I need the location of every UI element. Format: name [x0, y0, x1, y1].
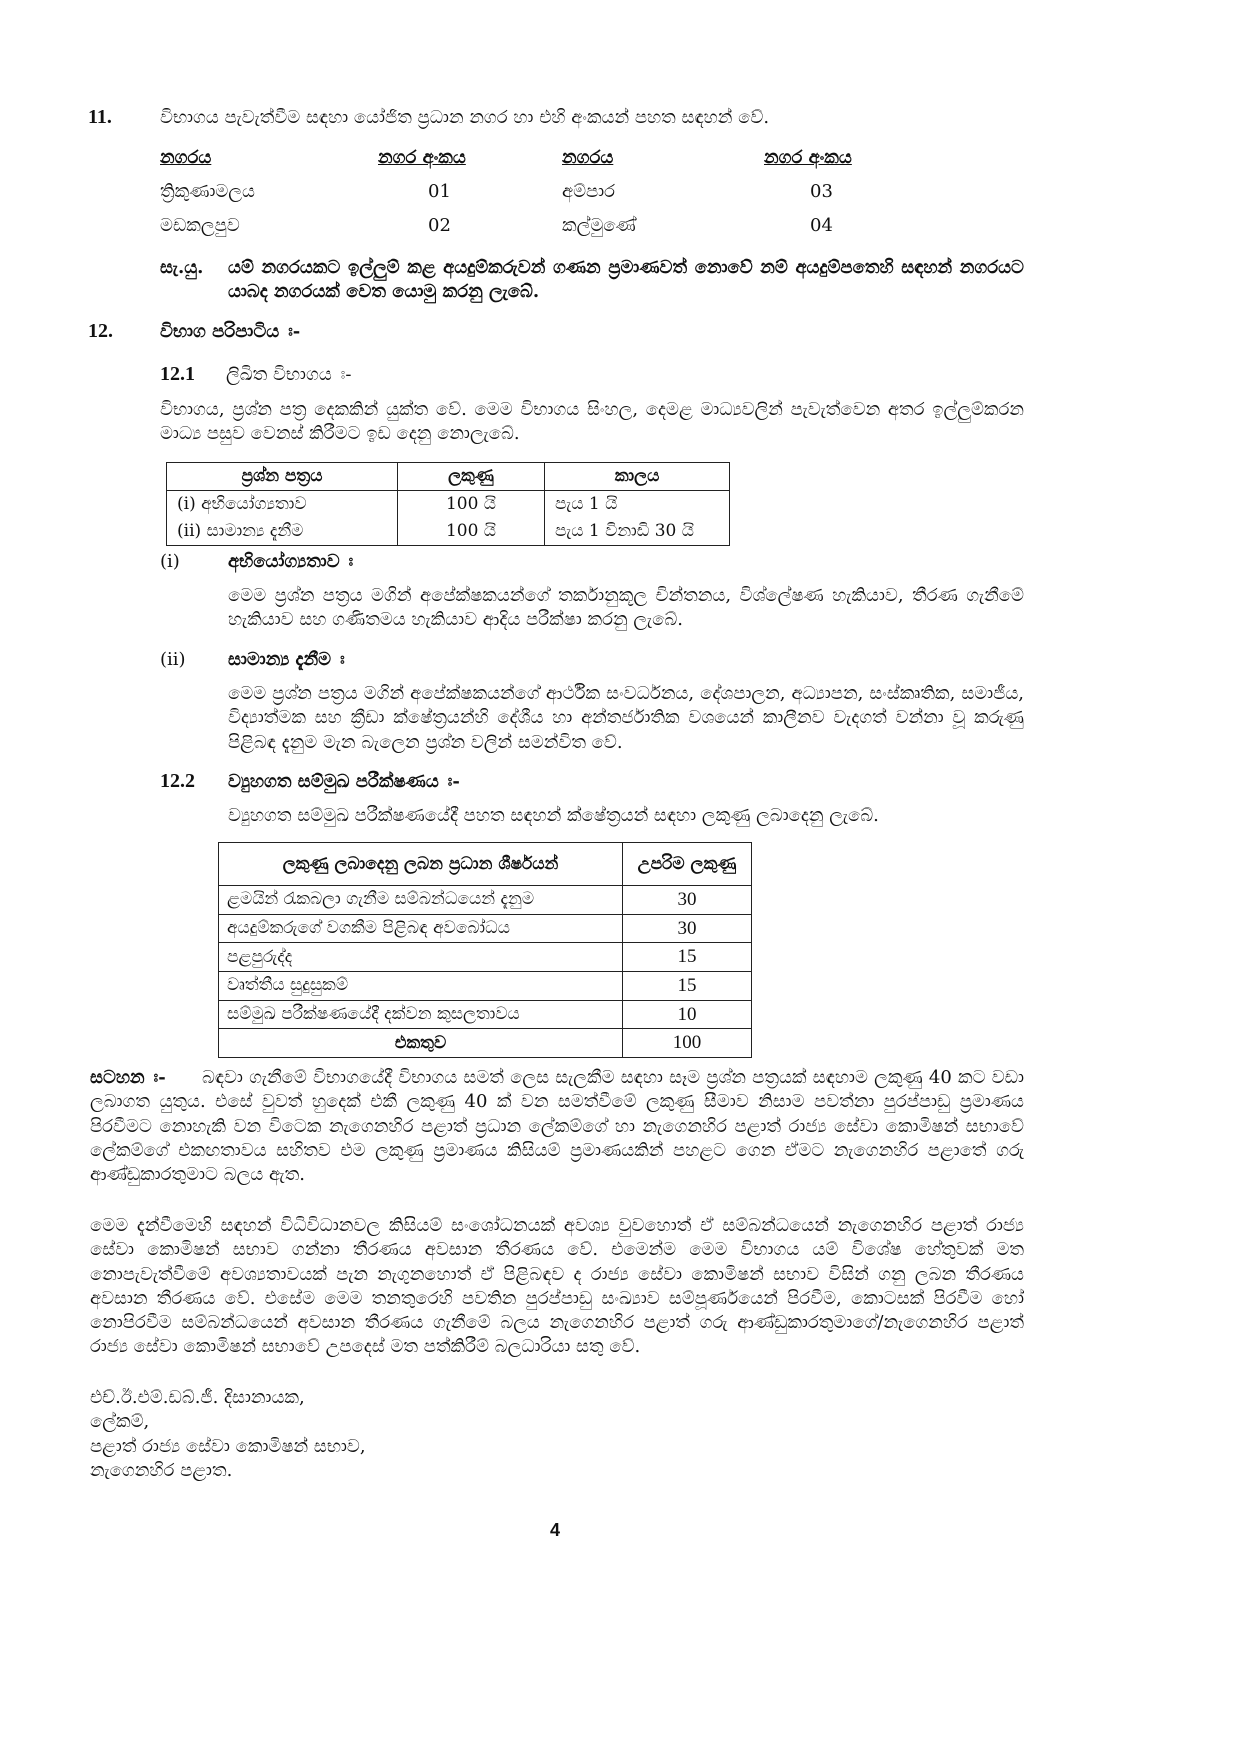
written-exam-table: [166, 462, 730, 546]
city-code-header-1: නගර අංකය: [378, 147, 466, 168]
section-12-title: විභාග පරිපාටිය ඃ-: [160, 321, 301, 342]
item-ii-body: මෙම ප්‍රශ්න පත්‍රය මගින් අපේක්ෂකයන්ගේ ආර්ථික සංවර්ධනය, දේශපාලන, අධ්‍යාපන, සංස්කෘතික, සමාජීය, විද්‍යාත්මක සහ ක්‍රීඩා ක්ෂේත්‍රයන්හි දේශීය හා අන්තර්ජාතික වශයෙන් කාලීනව වැදගත් වන්නා වූ කරුණු පිළිබඳ දැනුම මැන බැලෙන ප්‍රශ්න වලින් සමන්විත වේ.: [228, 683, 1024, 753]
subsection-12-1-number: 12.1: [160, 363, 195, 385]
table-row: [219, 1000, 752, 1029]
table-row: [167, 490, 730, 517]
item-i-body: මෙම ප්‍රශ්න පත්‍රය මගින් අපේක්ෂකයන්ගේ තර්කානුකූල චින්තනය, විශ්ලේෂණ හැකියාව, තීරණ ගැනීමේ හැකියාව සහ ගණිතමය හැකියාව ආදිය පරීක්ෂා කරනු ලැබේ.: [228, 585, 1024, 631]
item-ii-title: සාමාන්‍ය දැනීම ඃ: [228, 649, 345, 670]
table-cell: 100 යි: [398, 518, 545, 545]
item-i-title: අභියෝග්‍යතාව ඃ: [228, 551, 354, 572]
table-cell: 15: [623, 943, 752, 972]
signature-organization: පළාත් රාජ්‍ය සේවා කොමිෂන් සභාව,: [90, 1435, 366, 1457]
city-code: 02: [428, 215, 451, 236]
written-exam-body: විභාගය, ප්‍රශ්න පත්‍ර දෙකකින් යුක්ත වේ. මෙම විභාගය සිංහල, දෙමළ මාධ්‍යවලින් පැවැත්වෙන අතර ඉල්ලුම්කරන මාධ්‍ය පසුව වෙනස් කිරීමට ඉඩ දෙනු නොලැබේ.: [160, 399, 1024, 445]
table-cell: වෘත්තීය සුදුසුකම්: [219, 971, 623, 1000]
table-cell: 30: [623, 886, 752, 915]
subsection-12-1-title: ලිඛිත විභාගය ඃ-: [226, 364, 352, 385]
table-row: [167, 518, 730, 545]
city-code: 03: [810, 181, 833, 202]
note-text: බඳවා ගැනීමේ විභාගයේදී විභාගය සමත් ලෙස සැලකීම සඳහා සෑම ප්‍රශ්න පත්‍රයක් සඳහාම ලකුණු 40 කට වඩා ලබාගත යුතුය. එසේ වුවත් හුදෙක් එකී ලකුණු 40 ක් වන සමත්වීමේ ලකුණු සීමාව නිසාම පවත්නා පුරප්පාඩු ප්‍රමාණය පිරවීමට නොහැකි වන විටෙක නැගෙනහිර පළාත් ප්‍රධාන ලේකම්ගේ හා නැගෙනහිර පළාත් රාජ්‍ය සේවා කොමිෂන් සභාවේ ලේකම්ගේ එකඟතාවය සහිතව එම ලකුණු ප්‍රමාණය කිසියම් ප්‍රමාණයකින් පහළට ගෙන ඒමට නැගෙනහිර පළාතේ ගරු ආණ්ඩුකාරතුමාට බලය ඇත.: [90, 1067, 1024, 1186]
note-label: සටහන ඃ-: [90, 1067, 166, 1088]
section-11-number: 11.: [88, 106, 112, 128]
table-header: ලකුණු ලබාදෙනු ලබන ප්‍රධාන ශීර්ෂයන්: [219, 843, 623, 886]
signature-province: නැගෙනහිර පළාත.: [90, 1459, 233, 1481]
city-name: අම්පාර: [562, 181, 616, 202]
subsection-12-2-number: 12.2: [160, 770, 195, 792]
table-header: ලකුණු: [398, 463, 545, 491]
interview-body: ව්‍යුහගත සම්මුඛ පරීක්ෂණයේදී පහත සඳහන් ක්ෂේත්‍රයන් සඳහා ලකුණු ලබාදෙනු ලැබේ.: [228, 805, 879, 826]
section-12-number: 12.: [88, 320, 113, 342]
city-code-header-2: නගර අංකය: [764, 147, 852, 168]
city-header-2: නගරය: [562, 147, 614, 168]
table-total-label: එකතුව: [219, 1029, 623, 1058]
table-cell: පළපුරුද්ද: [219, 943, 623, 972]
item-i-number: (i): [160, 551, 180, 572]
interview-marks-table: [218, 842, 752, 1058]
table-total-value: 100: [623, 1029, 752, 1058]
city-code: 01: [428, 181, 451, 202]
city-header-1: නගරය: [160, 147, 212, 168]
table-cell: අයදුම්කරුගේ වගකීම පිළිබඳ අවබෝධය: [219, 914, 623, 943]
city-name: ත්‍රිකුණාමලය: [160, 181, 255, 202]
table-cell: 100 යි: [398, 490, 545, 517]
table-row: [219, 914, 752, 943]
city-name: මඩකලපුව: [160, 215, 240, 236]
closing-paragraph: මෙම දැන්වීමෙහි සඳහන් විධිවිධානවල කිසියම් සංශෝධනයක් අවශ්‍ය වුවහොත් ඒ සම්බන්ධයෙන් නැගෙනහිර පළාත් රාජ්‍ය සේවා කොමිෂන් සභාව ගන්නා තීරණය අවසාන තීරණය වේ. එමෙන්ම මෙම විභාගය යම් විශේෂ හේතුවක් මත නොපැවැත්වීමේ අවශ්‍යතාවයක් පැන නැගුනහොත් ඒ පිළිබඳව ද රාජ්‍ය සේවා කොමිෂන් සභාව විසින් ගනු ලබන තීරණය අවසාන තීරණය වේ. එසේම මෙම තනතුරෙහි පවතින පුරප්පාඩු සංඛ්‍යාව සම්පූර්ණයෙන් පිරවීම, කොටසක් පිරවීම හෝ නොපිරවීම සම්බන්ධයෙන් අවසාන තීරණය ගැනීමේ බලය නැගෙනහිර පළාත් ගරු ආණ්ඩුකාරතුමාගේ/නැගෙනහිර පළාත් රාජ්‍ය සේවා කොමිෂන් සභාවේ උපදෙස් මත පත්කිරීම් බලධාරියා සතු වේ.: [90, 1215, 1024, 1358]
table-cell: (i) අභියෝග්‍යතාව: [167, 490, 398, 517]
table-cell: 15: [623, 971, 752, 1000]
table-row: [219, 971, 752, 1000]
signature-name: එච්.ඊ.එම්.ඩබ්.ජී. දිසානායක,: [90, 1387, 305, 1408]
section-11-intro: විභාගය පැවැත්වීම සඳහා යෝජිත ප්‍රධාන නගර හා එහි අංකයන් පහත සඳහන් වේ.: [160, 107, 770, 128]
table-header: ප්‍රශ්න පත්‍රය: [167, 463, 398, 491]
table-cell: (ii) සාමාන්‍ය දැනීම: [167, 518, 398, 545]
signature-title: ලේකම්,: [90, 1411, 150, 1433]
note-text-nb: යම් නගරයකට ඉල්ලුම් කළ අයදුම්කරුවන් ගණන ප්‍රමාණවත් නොවේ නම් අයදුම්පතෙහි සඳහන් නගරයට යාබද නගරයක් වෙත යොමු කරනු ලැබේ.: [228, 257, 1024, 303]
table-cell: 30: [623, 914, 752, 943]
table-header: කාලය: [545, 463, 730, 491]
page-number: 4: [550, 1520, 561, 1540]
table-cell: සම්මුඛ පරීක්ෂණයේදී දක්වන කුසලතාවය: [219, 1000, 623, 1029]
table-total-row: [219, 1029, 752, 1058]
table-cell: ළමයින් රැකබලා ගැනීම සම්බන්ධයෙන් දැනුම: [219, 886, 623, 915]
table-row: [219, 943, 752, 972]
subsection-12-2-title: ව්‍යුහගත සම්මුඛ පරීක්ෂණය ඃ-: [228, 771, 460, 792]
city-code: 04: [810, 215, 833, 236]
signature-block: [90, 1386, 366, 1483]
item-ii-number: (ii): [160, 649, 186, 670]
note-label-nb: සැ.යු.: [160, 257, 204, 278]
city-name: කල්මුණේ: [562, 215, 636, 236]
table-cell: පැය 1 විනාඩි 30 යි: [545, 518, 730, 545]
table-row: [219, 886, 752, 915]
table-cell: 10: [623, 1000, 752, 1029]
table-cell: පැය 1 යි: [545, 490, 730, 517]
table-header: උපරිම ලකුණු: [623, 843, 752, 886]
